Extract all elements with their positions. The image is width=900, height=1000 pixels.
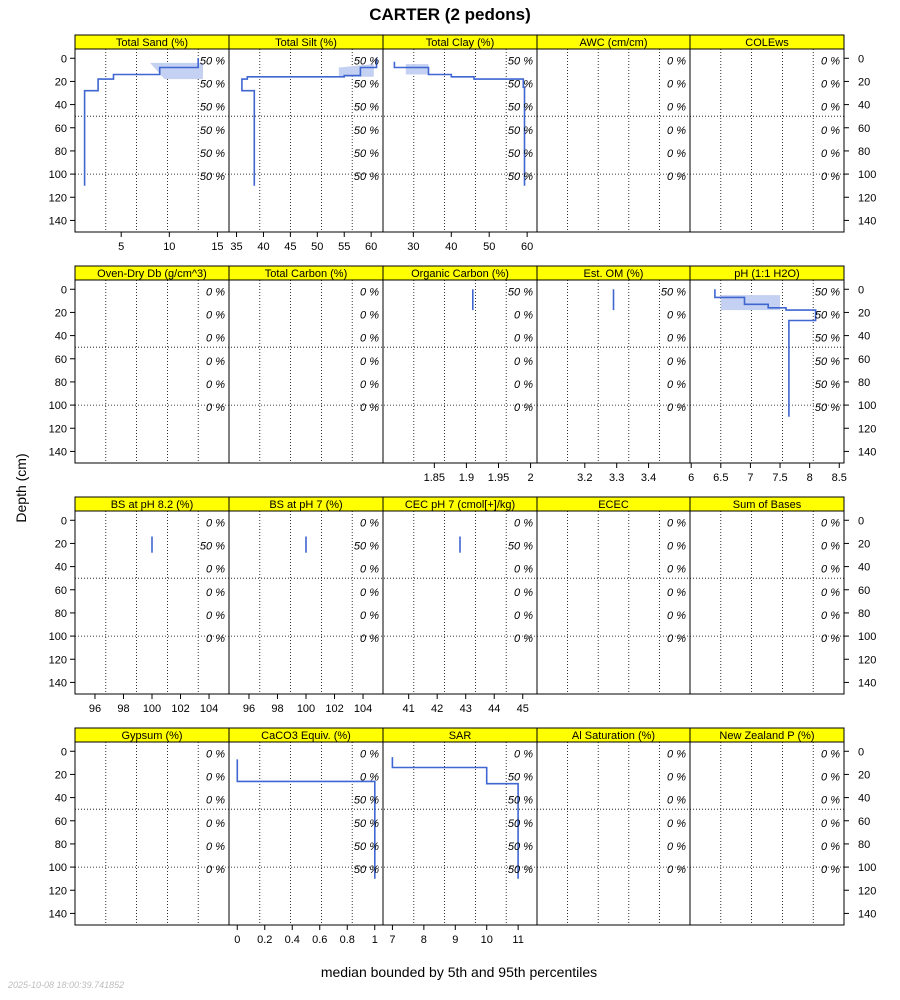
percent-contributing-label: 50 % (507, 840, 533, 853)
percent-contributing-label: 0 % (667, 517, 686, 530)
x-tick-label: 55 (338, 241, 351, 253)
percent-contributing-label: 0 % (667, 609, 686, 622)
depth-tick-label: 80 (54, 838, 67, 851)
percent-contributing-label: 0 % (206, 332, 225, 345)
depth-tick-label: 120 (48, 423, 67, 436)
x-tick-label: 0.8 (339, 934, 355, 946)
percent-contributing-label: 50 % (199, 124, 225, 137)
percent-contributing-label: 0 % (667, 563, 686, 576)
percent-contributing-label: 0 % (667, 171, 686, 184)
percent-contributing-label: 0 % (360, 633, 379, 646)
x-tick-label: 35 (230, 241, 243, 253)
percent-contributing-label: 0 % (206, 586, 225, 599)
percent-contributing-label: 0 % (821, 171, 840, 184)
percent-contributing-label: 50 % (199, 101, 225, 114)
depth-tick-label: 140 (48, 677, 67, 690)
percent-contributing-label: 0 % (360, 609, 379, 622)
depth-tick-label: 60 (54, 815, 67, 828)
percent-contributing-label: 0 % (206, 609, 225, 622)
depth-tick-label: 40 (858, 561, 871, 574)
percent-contributing-label: 0 % (821, 609, 840, 622)
percentile-band (406, 64, 429, 74)
depth-tick-label: 20 (858, 538, 871, 551)
panel-title: AWC (cm/cm) (579, 37, 648, 49)
x-tick-label: 6 (688, 472, 695, 484)
percent-contributing-label: 0 % (667, 309, 686, 322)
panel-title: pH (1:1 H2O) (734, 268, 800, 280)
x-tick-label: 0.6 (312, 934, 328, 946)
percent-contributing-label: 0 % (206, 864, 225, 877)
percent-contributing-label: 0 % (360, 378, 379, 391)
panel-border (383, 280, 537, 463)
panel-title: Est. OM (%) (583, 268, 644, 280)
percent-contributing-label: 50 % (353, 124, 379, 137)
x-tick-label: 10 (163, 241, 176, 253)
x-tick-label: 2 (527, 472, 534, 484)
percent-contributing-label: 50 % (353, 817, 379, 830)
depth-tick-label: 140 (858, 908, 877, 921)
depth-tick-label: 80 (54, 607, 67, 620)
x-tick-label: 3.3 (609, 472, 625, 484)
percent-contributing-label: 0 % (514, 402, 533, 415)
percent-contributing-label: 0 % (360, 355, 379, 368)
panel-title: COLEws (745, 37, 789, 49)
percent-contributing-label: 50 % (353, 55, 379, 68)
percent-contributing-label: 0 % (821, 840, 840, 853)
percent-contributing-label: 0 % (667, 78, 686, 91)
percent-contributing-label: 0 % (667, 147, 686, 160)
panel-border (537, 742, 690, 925)
percentile-band (150, 63, 203, 79)
x-tick-label: 7 (747, 472, 754, 484)
x-tick-label: 5 (118, 241, 125, 253)
x-tick-label: 45 (516, 703, 529, 715)
depth-tick-label: 0 (858, 53, 865, 66)
panel-title: Gypsum (%) (121, 730, 183, 742)
percent-contributing-label: 0 % (821, 124, 840, 137)
depth-tick-label: 120 (858, 885, 877, 898)
x-tick-label: 30 (407, 241, 420, 253)
depth-tick-label: 80 (858, 607, 871, 620)
depth-tick-label: 0 (60, 284, 67, 297)
percent-contributing-label: 50 % (199, 147, 225, 160)
depth-tick-label: 0 (858, 515, 865, 528)
depth-tick-label: 40 (54, 792, 67, 805)
depth-tick-label: 140 (858, 677, 877, 690)
depth-tick-label: 60 (858, 815, 871, 828)
x-tick-label: 1.9 (458, 472, 475, 484)
x-tick-label: 3.2 (577, 472, 593, 484)
depth-tick-label: 40 (54, 99, 67, 112)
percent-contributing-label: 0 % (206, 771, 225, 784)
depth-tick-label: 100 (48, 169, 67, 182)
percent-contributing-label: 0 % (667, 633, 686, 646)
depth-tick-label: 0 (60, 746, 67, 759)
x-tick-label: 102 (171, 703, 190, 715)
page-title: CARTER (2 pedons) (369, 5, 531, 24)
percent-contributing-label: 0 % (821, 147, 840, 160)
depth-tick-label: 20 (858, 76, 871, 89)
depth-tick-label: 100 (48, 631, 67, 644)
percent-contributing-label: 50 % (507, 147, 533, 160)
percent-contributing-label: 50 % (814, 355, 840, 368)
panel-title: Total Carbon (%) (264, 268, 348, 280)
panel-border (75, 280, 229, 463)
depth-tick-label: 60 (858, 122, 871, 135)
depth-tick-label: 80 (858, 145, 871, 158)
percent-contributing-label: 0 % (514, 609, 533, 622)
panel-title: New Zealand P (%) (719, 730, 815, 742)
percent-contributing-label: 0 % (667, 817, 686, 830)
depth-tick-label: 40 (54, 330, 67, 343)
depth-tick-label: 20 (858, 307, 871, 320)
percent-contributing-label: 50 % (507, 771, 533, 784)
panel-title: CEC pH 7 (cmol[+]/kg) (404, 499, 516, 511)
percent-contributing-label: 0 % (667, 586, 686, 599)
percent-contributing-label: 50 % (353, 794, 379, 807)
depth-tick-label: 120 (858, 192, 877, 205)
percent-contributing-label: 50 % (507, 171, 533, 184)
median-line (392, 757, 518, 879)
x-tick-label: 6.5 (713, 472, 729, 484)
panel-title: BS at pH 8.2 (%) (110, 499, 194, 511)
depth-tick-label: 140 (48, 215, 67, 228)
percent-contributing-label: 50 % (199, 171, 225, 184)
x-tick-label: 40 (445, 241, 458, 253)
percent-contributing-label: 0 % (821, 748, 840, 761)
depth-tick-label: 20 (858, 769, 871, 782)
panel-title: Total Clay (%) (425, 37, 495, 49)
depth-tick-label: 100 (858, 400, 877, 413)
depth-tick-label: 100 (858, 862, 877, 875)
panel-title: Al Saturation (%) (571, 730, 656, 742)
x-tick-label: 102 (325, 703, 344, 715)
depth-tick-label: 60 (54, 353, 67, 366)
percent-contributing-label: 0 % (360, 332, 379, 345)
percent-contributing-label: 0 % (821, 864, 840, 877)
percent-contributing-label: 0 % (667, 540, 686, 553)
x-tick-label: 50 (311, 241, 324, 253)
percent-contributing-label: 0 % (667, 332, 686, 345)
percent-contributing-label: 50 % (199, 540, 225, 553)
x-tick-label: 9 (452, 934, 459, 946)
timestamp: 2025-10-08 18:00:39.741852 (8, 980, 125, 990)
percent-contributing-label: 50 % (353, 840, 379, 853)
panel-border (75, 49, 229, 232)
percent-contributing-label: 0 % (821, 586, 840, 599)
panel-title: Total Sand (%) (115, 37, 189, 49)
x-tick-label: 3.4 (640, 472, 657, 484)
percent-contributing-label: 50 % (507, 817, 533, 830)
percent-contributing-label: 0 % (514, 748, 533, 761)
x-tick-label: 60 (365, 241, 378, 253)
percent-contributing-label: 50 % (353, 171, 379, 184)
x-tick-label: 45 (284, 241, 297, 253)
percent-contributing-label: 0 % (821, 563, 840, 576)
percent-contributing-label: 0 % (360, 586, 379, 599)
percent-contributing-label: 0 % (514, 355, 533, 368)
depth-tick-label: 40 (858, 792, 871, 805)
percent-contributing-label: 50 % (353, 864, 379, 877)
depth-tick-label: 60 (858, 584, 871, 597)
x-tick-label: 96 (88, 703, 102, 715)
panel-border (383, 742, 537, 925)
panel-border (229, 280, 383, 463)
panel-title: SAR (448, 730, 472, 742)
percent-contributing-label: 50 % (814, 309, 840, 322)
depth-tick-label: 20 (54, 307, 67, 320)
depth-tick-label: 40 (858, 99, 871, 112)
percent-contributing-label: 0 % (667, 124, 686, 137)
depth-tick-label: 60 (858, 353, 871, 366)
percent-contributing-label: 50 % (507, 540, 533, 553)
x-tick-label: 0.2 (257, 934, 273, 946)
x-tick-label: 8 (806, 472, 813, 484)
x-tick-label: 98 (117, 703, 130, 715)
percent-contributing-label: 0 % (206, 633, 225, 646)
percent-contributing-label: 50 % (507, 794, 533, 807)
percent-contributing-label: 50 % (507, 286, 533, 299)
percent-contributing-label: 0 % (667, 55, 686, 68)
percent-contributing-label: 50 % (353, 78, 379, 91)
panel-title: ECEC (598, 499, 629, 511)
percent-contributing-label: 0 % (514, 563, 533, 576)
x-tick-label: 0 (234, 934, 241, 946)
percent-contributing-label: 0 % (821, 55, 840, 68)
percent-contributing-label: 0 % (821, 101, 840, 114)
panel-title: Total Silt (%) (275, 37, 337, 49)
x-tick-label: 42 (431, 703, 444, 715)
x-tick-label: 1.85 (423, 472, 446, 484)
depth-tick-label: 100 (48, 862, 67, 875)
median-line (242, 58, 377, 185)
percent-contributing-label: 0 % (206, 840, 225, 853)
percent-contributing-label: 0 % (667, 771, 686, 784)
percent-contributing-label: 0 % (821, 794, 840, 807)
x-tick-label: 44 (488, 703, 501, 715)
percent-contributing-label: 0 % (360, 748, 379, 761)
percent-contributing-label: 0 % (206, 309, 225, 322)
x-tick-label: 60 (521, 241, 534, 253)
y-axis-title: Depth (cm) (13, 453, 29, 523)
percent-contributing-label: 0 % (206, 563, 225, 576)
percent-contributing-label: 50 % (199, 78, 225, 91)
percent-contributing-label: 0 % (360, 402, 379, 415)
percent-contributing-label: 0 % (821, 771, 840, 784)
percent-contributing-label: 0 % (360, 309, 379, 322)
depth-tick-label: 80 (858, 376, 871, 389)
median-line (394, 62, 524, 186)
depth-tick-label: 120 (858, 423, 877, 436)
percent-contributing-label: 0 % (206, 402, 225, 415)
percent-contributing-label: 0 % (821, 517, 840, 530)
depth-tick-label: 100 (48, 400, 67, 413)
depth-tick-label: 20 (54, 538, 67, 551)
panel-border (537, 49, 690, 232)
x-tick-label: 10 (480, 934, 493, 946)
percent-contributing-label: 0 % (206, 794, 225, 807)
percent-contributing-label: 50 % (814, 378, 840, 391)
depth-tick-label: 80 (858, 838, 871, 851)
percent-contributing-label: 50 % (507, 124, 533, 137)
depth-tick-label: 140 (48, 446, 67, 459)
percent-contributing-label: 0 % (667, 840, 686, 853)
percent-contributing-label: 0 % (514, 517, 533, 530)
percent-contributing-label: 0 % (667, 378, 686, 391)
x-tick-label: 11 (512, 934, 524, 946)
x-tick-label: 8 (420, 934, 427, 946)
panel-border (75, 742, 229, 925)
depth-tick-label: 80 (54, 376, 67, 389)
percent-contributing-label: 50 % (814, 402, 840, 415)
depth-tick-label: 80 (54, 145, 67, 158)
x-tick-label: 7.5 (772, 472, 788, 484)
depth-tick-label: 120 (48, 654, 67, 667)
percent-contributing-label: 50 % (199, 55, 225, 68)
panel-title: CaCO3 Equiv. (%) (261, 730, 351, 742)
percent-contributing-label: 0 % (360, 517, 379, 530)
x-tick-label: 98 (271, 703, 284, 715)
percent-contributing-label: 0 % (360, 563, 379, 576)
depth-tick-label: 0 (60, 53, 67, 66)
percent-contributing-label: 50 % (353, 147, 379, 160)
x-axis-title: median bounded by 5th and 95th percentiles (320, 964, 598, 980)
panel-border (690, 742, 844, 925)
percent-contributing-label: 0 % (514, 633, 533, 646)
x-tick-label: 43 (459, 703, 472, 715)
depth-tick-label: 100 (858, 631, 877, 644)
depth-tick-label: 120 (48, 192, 67, 205)
percent-contributing-label: 50 % (507, 864, 533, 877)
depth-tick-label: 20 (54, 76, 67, 89)
x-tick-label: 7 (389, 934, 396, 946)
percent-contributing-label: 50 % (814, 286, 840, 299)
percent-contributing-label: 0 % (514, 332, 533, 345)
x-tick-label: 15 (211, 241, 224, 253)
depth-tick-label: 120 (48, 885, 67, 898)
x-tick-label: 41 (402, 703, 415, 715)
percent-contributing-label: 0 % (514, 586, 533, 599)
percent-contributing-label: 0 % (206, 748, 225, 761)
percent-contributing-label: 0 % (667, 402, 686, 415)
percent-contributing-label: 0 % (206, 355, 225, 368)
percent-contributing-label: 0 % (667, 794, 686, 807)
depth-tick-label: 40 (858, 330, 871, 343)
percent-contributing-label: 50 % (660, 286, 686, 299)
percent-contributing-label: 50 % (507, 55, 533, 68)
depth-tick-label: 140 (858, 446, 877, 459)
x-tick-label: 96 (242, 703, 256, 715)
depth-tick-label: 0 (60, 515, 67, 528)
depth-tick-label: 60 (54, 122, 67, 135)
depth-tick-label: 20 (54, 769, 67, 782)
depth-tick-label: 100 (858, 169, 877, 182)
percent-contributing-label: 0 % (206, 517, 225, 530)
panel-title: Oven-Dry Db (g/cm^3) (97, 268, 207, 280)
x-tick-label: 104 (353, 703, 373, 715)
percent-contributing-label: 0 % (821, 633, 840, 646)
depth-tick-label: 140 (48, 908, 67, 921)
percent-contributing-label: 0 % (667, 101, 686, 114)
depth-tick-label: 0 (858, 284, 865, 297)
percent-contributing-label: 50 % (814, 332, 840, 345)
depth-tick-label: 140 (858, 215, 877, 228)
percent-contributing-label: 0 % (360, 771, 379, 784)
panel-border (690, 49, 844, 232)
percent-contributing-label: 50 % (353, 540, 379, 553)
percent-contributing-label: 0 % (206, 817, 225, 830)
x-tick-label: 100 (296, 703, 316, 715)
x-tick-label: 104 (199, 703, 219, 715)
percent-contributing-label: 50 % (507, 78, 533, 91)
percent-contributing-label: 50 % (507, 101, 533, 114)
percent-contributing-label: 0 % (206, 378, 225, 391)
percent-contributing-label: 0 % (514, 378, 533, 391)
percent-contributing-label: 0 % (821, 540, 840, 553)
panel-border (229, 742, 383, 925)
percent-contributing-label: 0 % (667, 864, 686, 877)
panel-border (537, 511, 690, 694)
percent-contributing-label: 0 % (821, 78, 840, 91)
panel-title: BS at pH 7 (%) (269, 499, 343, 511)
percent-contributing-label: 50 % (353, 101, 379, 114)
percent-contributing-label: 0 % (667, 355, 686, 368)
depth-tick-label: 60 (54, 584, 67, 597)
panel-title: Sum of Bases (732, 499, 802, 511)
depth-tick-label: 120 (858, 654, 877, 667)
percent-contributing-label: 0 % (206, 286, 225, 299)
x-tick-label: 40 (257, 241, 270, 253)
percent-contributing-label: 0 % (821, 817, 840, 830)
percent-contributing-label: 0 % (667, 748, 686, 761)
x-tick-label: 8.5 (831, 472, 847, 484)
depth-tick-label: 40 (54, 561, 67, 574)
panel-border (690, 511, 844, 694)
x-tick-label: 100 (142, 703, 162, 715)
x-tick-label: 50 (483, 241, 496, 253)
panel-title: Organic Carbon (%) (411, 268, 509, 280)
percent-contributing-label: 0 % (514, 309, 533, 322)
x-tick-label: 1.95 (487, 472, 510, 484)
depth-tick-label: 0 (858, 746, 865, 759)
x-tick-label: 1 (371, 934, 378, 946)
percent-contributing-label: 0 % (360, 286, 379, 299)
x-tick-label: 0.4 (284, 934, 300, 946)
